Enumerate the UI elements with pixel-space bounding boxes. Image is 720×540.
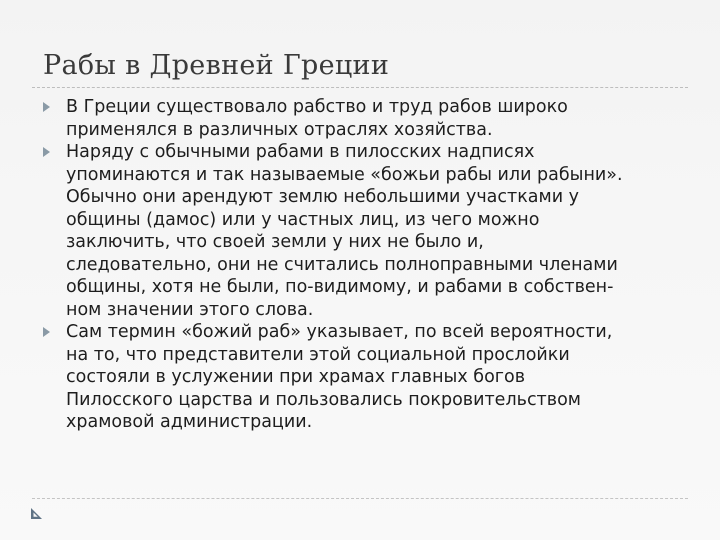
bullet-line: Наряду с обычными рабами в пилосских надписях (66, 142, 535, 162)
bullet-line: следовательно, они не считались полноправными членами (66, 254, 618, 275)
bullet-line: Сам термин «божий раб» указывает, по всей вероятности, (66, 322, 613, 342)
bullet-item (42, 141, 692, 321)
bullet-line: состояли в услужении при храмах главных богов (66, 367, 526, 387)
bullet-line: В Греции существовало рабство и труд рабов широко (66, 97, 568, 117)
arrow-down-right-icon[interactable] (28, 506, 44, 522)
bullet-line: Обычно они арендуют землю небольшими участками у (66, 187, 580, 207)
bullet-line: храмовой администрации. (66, 412, 313, 432)
triangle-right-icon (43, 327, 50, 337)
title-divider (32, 87, 688, 88)
triangle-right-icon (43, 102, 50, 112)
footer-divider (32, 498, 688, 499)
bullet-line: ном значении этого слова. (66, 299, 314, 320)
bullet-line: применялся в различных отраслях хозяйства. (66, 119, 493, 140)
bullet-list (42, 96, 692, 434)
bullet-line: на то, что представители этой социальной прослойки (66, 344, 570, 365)
bullet-line: упоминаются и так называемые «божьи рабы или рабыни». (66, 164, 623, 185)
bullet-line: общины (дамос) или у частных лиц, из чего можно (66, 209, 540, 230)
bullet-item (42, 96, 692, 141)
bullet-line: заключить, что своей земли у них не было и, (66, 232, 484, 252)
slide-title: Рабы в Древней Греции (43, 50, 390, 81)
bullet-line: Пилосского царства и пользовались покровительством (66, 389, 581, 410)
triangle-right-icon (43, 147, 50, 157)
bullet-line: общины, хотя не были, по-видимому, и рабами в собствен- (66, 277, 614, 297)
bullet-item (42, 321, 692, 434)
